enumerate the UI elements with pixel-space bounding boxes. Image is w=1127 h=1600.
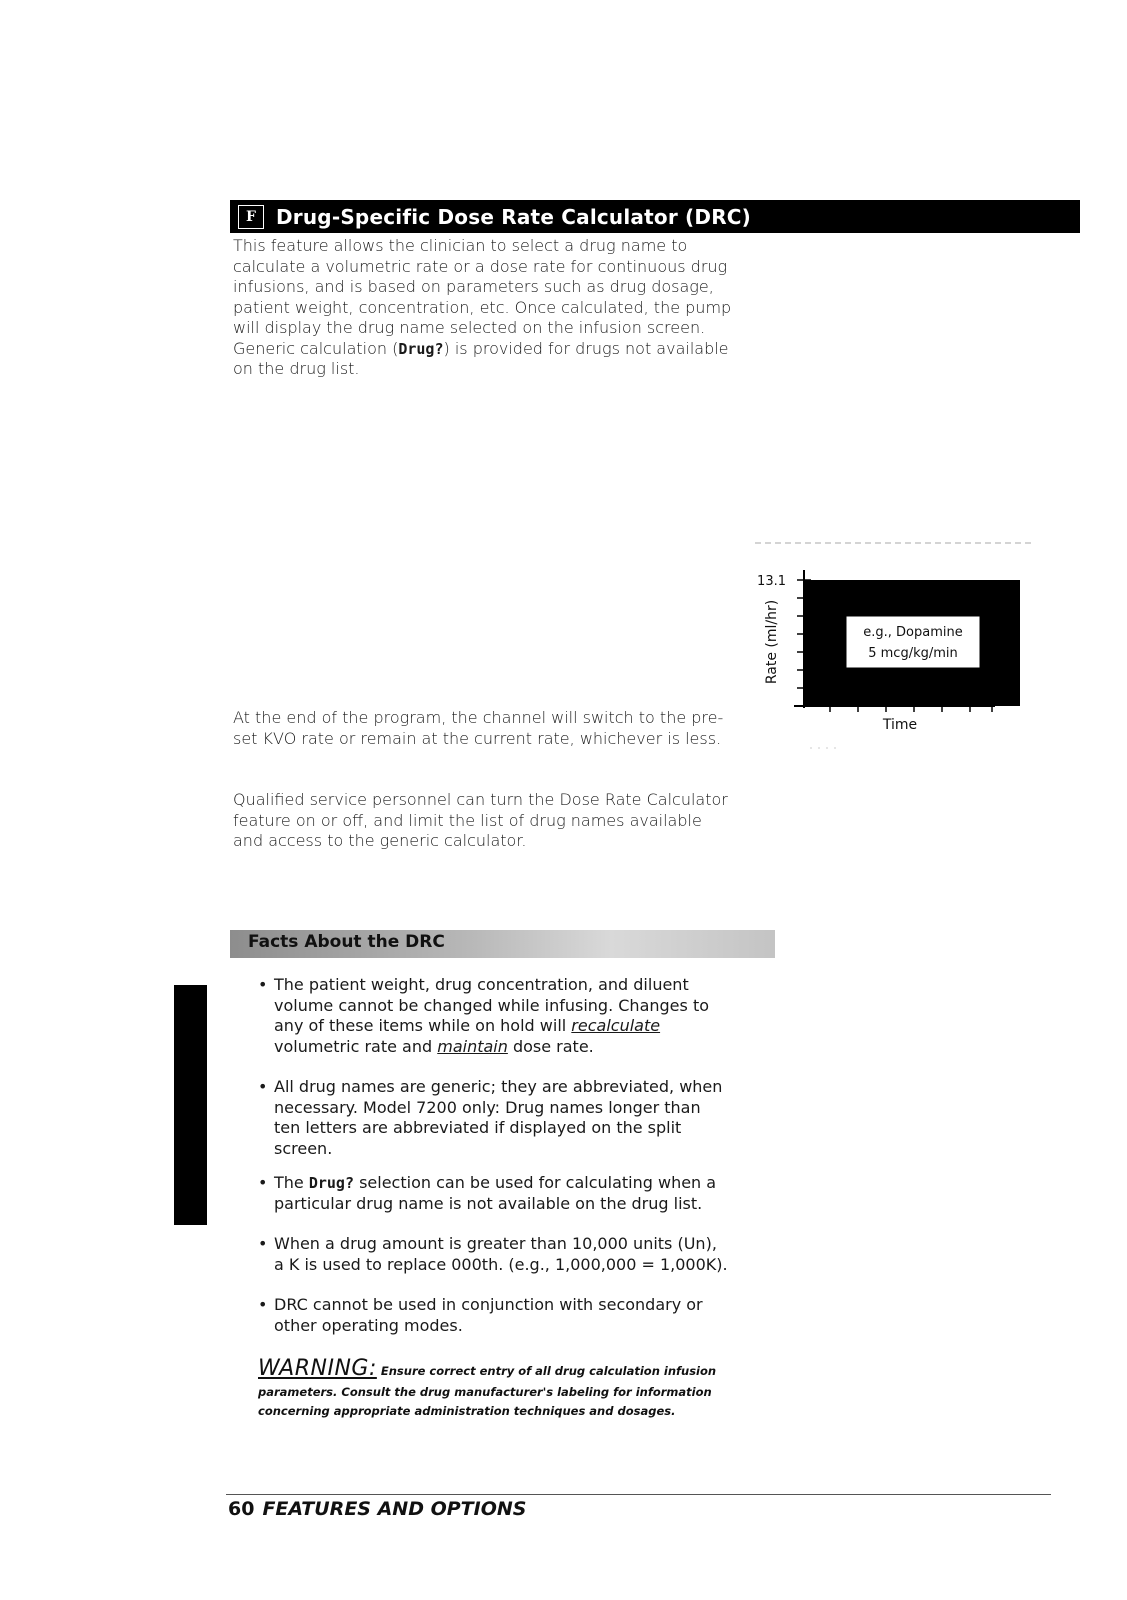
fact-1-text-mid: volumetric rate and [274,1036,438,1056]
list-item [258,975,728,1057]
feature-icon-glyph: F [246,208,256,225]
warning-label: WARNING: [258,1356,377,1381]
warning-block [258,1356,718,1419]
fact-1-emphasis-2: maintain [437,1036,508,1056]
x-axis-label: Time [882,717,918,733]
intro-p1-text: This feature allows the clinician to select a drug name to calculate a volumetric rate or a dose rate for continuous drug infusions, and is based on parameters such as drug dosage, patient weight, concentration, etc. Once calculated, the pump will display the drug name selected on the infusion screen. Generic calculation ( [233,236,732,358]
y-axis-label: Rate (ml/hr) [764,599,780,685]
annotation-line-2: 5 mcg/kg/min [868,646,958,661]
footer-section: FEATURES AND OPTIONS [262,1498,527,1520]
page-footer [228,1498,526,1520]
list-item [258,1295,728,1336]
fact-1-text-end: dose rate. [507,1036,594,1056]
bullet-dot: • [258,975,268,994]
bullet-dot: • [258,1173,268,1192]
bullet-dot: • [258,1234,268,1253]
bullet-dot: • [258,1077,268,1096]
warning-text: Ensure correct entry of all drug calculation infusion parameters. Consult the drug manufacturer's labeling for information concerning appropriate administration techniques and dosages. [258,1364,717,1418]
list-item [258,1077,728,1159]
intro-paragraph-2: At the end of the program, the channel will switch to the pre-set KVO rate or remain at the current rate, whichever is less. [233,708,724,748]
fact-2-text: All drug names are generic; they are abbreviated, when necessary. Model 7200 only: Drug names longer than ten letters are abbreviated if displayed on the split screen. [274,1077,723,1158]
section-title-bar [230,200,1080,233]
fact-3-text: The [274,1173,309,1192]
list-item [258,1234,728,1275]
footer-rule [226,1494,1051,1495]
fact-4-text: When a drug amount is greater than 10,000 units (Un), a K is used to replace 000th. (e.g., 1,000,000 = 1,000K). [274,1234,728,1274]
y-value-label: 13.1 [757,574,786,589]
fact-1-text: The patient weight, drug concentration, and diluent volume cannot be changed while infusing. Changes to any of these items while on hold will [274,975,709,1035]
rate-chart [750,540,1050,760]
facts-heading: Facts About the DRC [248,932,445,952]
intro-p1-text-end: ) is provided for drugs not available on the drug list. [233,338,729,378]
section-title: Drug-Specific Dose Rate Calculator (DRC) [276,204,752,229]
change-marker-bar [174,985,207,1225]
fact-3-text-end: selection can be used for calculating when a particular drug name is not available on the drug list. [274,1173,717,1213]
list-item [258,1173,728,1214]
facts-list [258,975,728,1336]
fact-1-emphasis-1: recalculate [571,1016,661,1035]
fact-5-text: DRC cannot be used in conjunction with secondary or other operating modes. [274,1295,703,1335]
generic-drug-code: Drug? [398,339,444,358]
generic-drug-code: Drug? [308,1174,354,1192]
feature-icon [238,205,264,229]
annotation-line-1: e.g., Dopamine [863,625,963,640]
page-number: 60 [228,1498,255,1520]
intro-paragraph-3: Qualified service personnel can turn the Dose Rate Calculator feature on or off, and limit the list of drug names available and access to the generic calculator. [233,790,728,850]
intro-paragraph-1 [233,236,733,380]
bullet-dot: • [258,1295,268,1314]
